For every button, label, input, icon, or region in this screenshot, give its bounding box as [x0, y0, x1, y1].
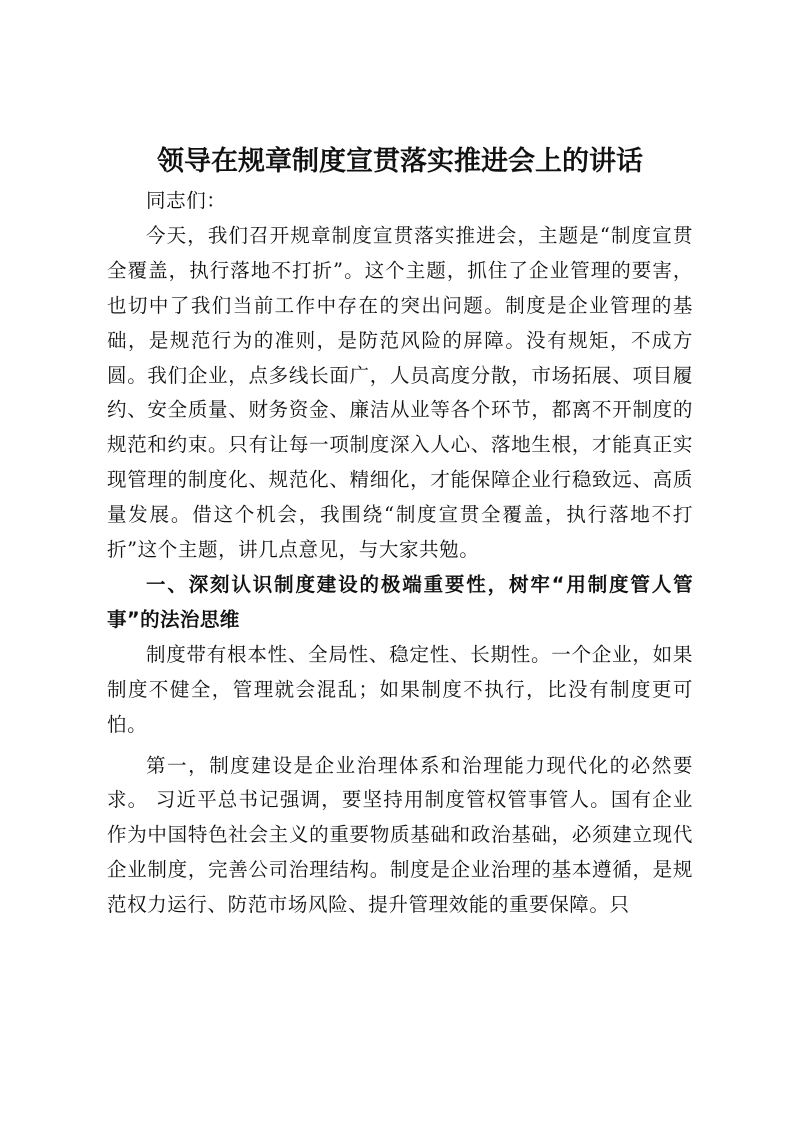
section-1-paragraph-1: 制度带有根本性、全局性、稳定性、长期性。一个企业，如果制度不健全，管理就会混乱；如果制度不执行，比没有制度更可怕。	[107, 642, 693, 736]
section-1-paragraph-2: 第一，制度建设是企业治理体系和治理能力现代化的必然要求。 习近平总书记强调，要坚持用制度管权管事管人。国有企业作为中国特色社会主义的重要物质基础和政治基础，必须建立现代企业制度，完善公司治理结构。制度是企业治理的基本遵循，是规范权力运行、防范市场风险、提升管理效能的重要保障。只	[107, 753, 693, 917]
intro-paragraph: 今天，我们召开规章制度宣贯落实推进会，主题是“制度宣贯全覆盖，执行落地不打折”。这个主题，抓住了企业管理的要害，也切中了我们当前工作中存在的突出问题。制度是企业管理的基础，是规范行为的准则，是防范风险的屏障。没有规矩，不成方圆。我们企业，点多线长面广，人员高度分散，市场拓展、项目履约、安全质量、财务资金、廉洁从业等各个环节，都离不开制度的规范和约束。只有让每一项制度深入人心、落地生根，才能真正实现管理的制度化、规范化、精细化，才能保障企业行稳致远、高质量发展。借这个机会，我围绕“制度宣贯全覆盖，执行落地不打折”这个主题，讲几点意见，与大家共勉。	[107, 223, 693, 562]
salutation: 同志们：	[146, 189, 227, 212]
document-page	[107, 130, 693, 923]
document-title: 领导在规章制度宣贯落实推进会上的讲话	[157, 146, 643, 177]
section-heading-1: 一、深刻认识制度建设的极端重要性，树牢“用制度管人管事”的法治思维	[107, 572, 693, 631]
